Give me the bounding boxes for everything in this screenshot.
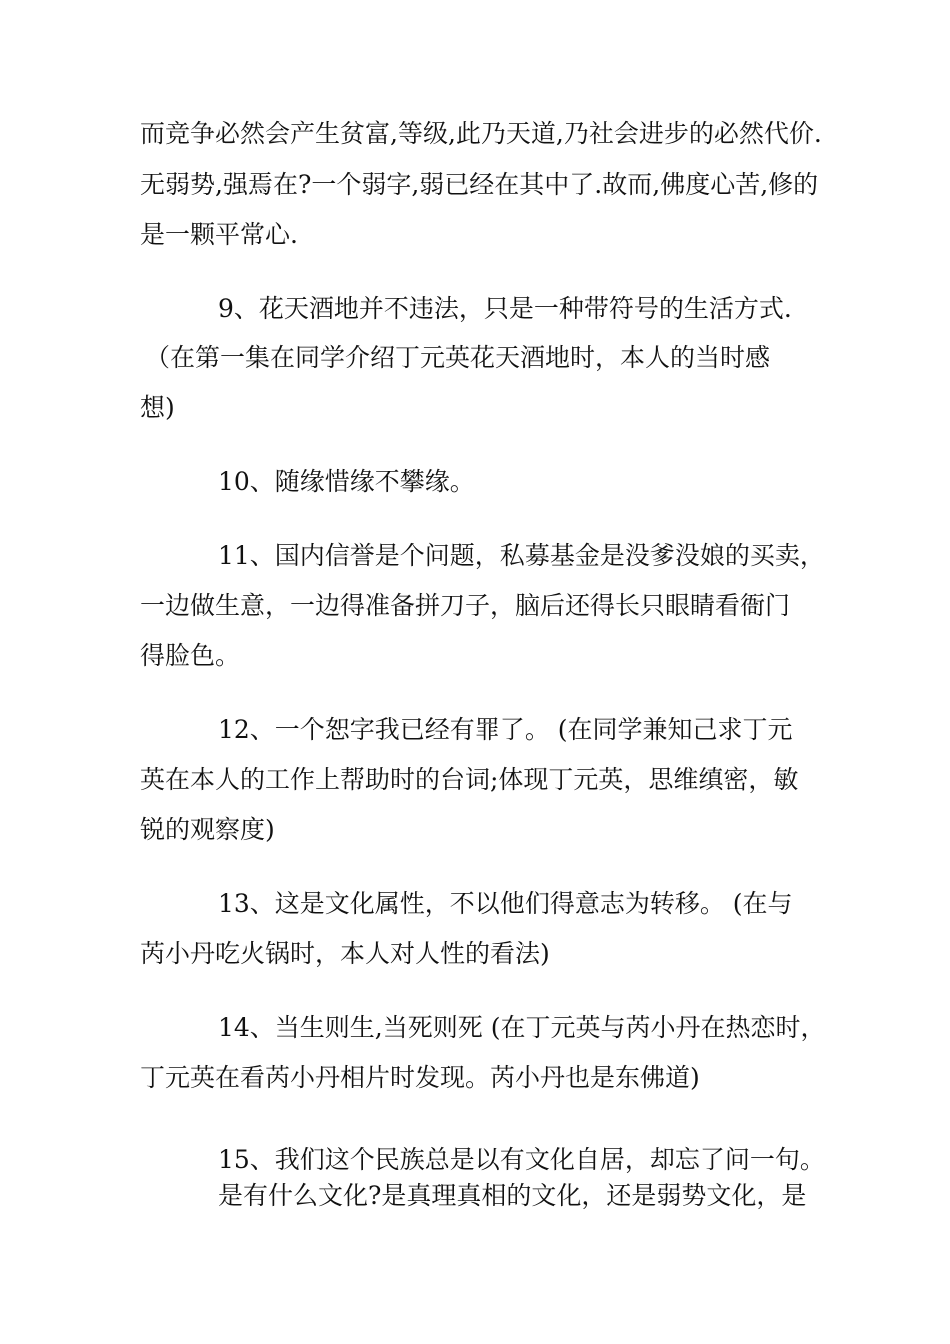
text-line: 14、当生则生,当死则死 (在丁元英与芮小丹在热恋时，	[218, 1013, 826, 1042]
text-line: 9、花天酒地并不违法，只是一种带符号的生活方式.	[218, 294, 792, 323]
text-line: 得脸色。	[140, 641, 241, 670]
text-line: 而竞争必然会产生贫富,等级,此乃天道,乃社会进步的必然代价.	[140, 119, 822, 148]
text-line: 11、国内信誉是个问题，私募基金是没爹没娘的买卖，	[218, 541, 825, 570]
text-line: 丁元英在看芮小丹相片时发现。芮小丹也是东佛道)	[140, 1063, 700, 1092]
text-line: 12、一个恕字我已经有罪了。 (在同学兼知己求丁元	[218, 715, 793, 744]
text-line: 是有什么文化?是真理真相的文化，还是弱势文化，是	[218, 1181, 807, 1210]
text-line: 无弱势,强焉在?一个弱字,弱已经在其中了.故而,佛度心苦,修的	[140, 170, 819, 199]
text-line: 13、这是文化属性，不以他们得意志为转移。 (在与	[218, 889, 793, 918]
text-line: 10、随缘惜缘不攀缘。	[218, 467, 475, 496]
text-line: 芮小丹吃火锅时，本人对人性的看法)	[140, 939, 550, 968]
text-line: 锐的观察度)	[140, 815, 275, 844]
text-line: 是一颗平常心.	[140, 220, 298, 249]
text-line: 想)	[140, 393, 175, 422]
text-line: 英在本人的工作上帮助时的台词;体现丁元英，思维缜密，敏	[140, 765, 799, 794]
text-line: 15、我们这个民族总是以有文化自居，却忘了问一句。	[218, 1145, 825, 1174]
text-line: 一边做生意，一边得准备拼刀子，脑后还得长只眼睛看衙门	[140, 591, 791, 620]
text-line: （在第一集在同学介绍丁元英花天酒地时，本人的当时感	[145, 343, 771, 372]
